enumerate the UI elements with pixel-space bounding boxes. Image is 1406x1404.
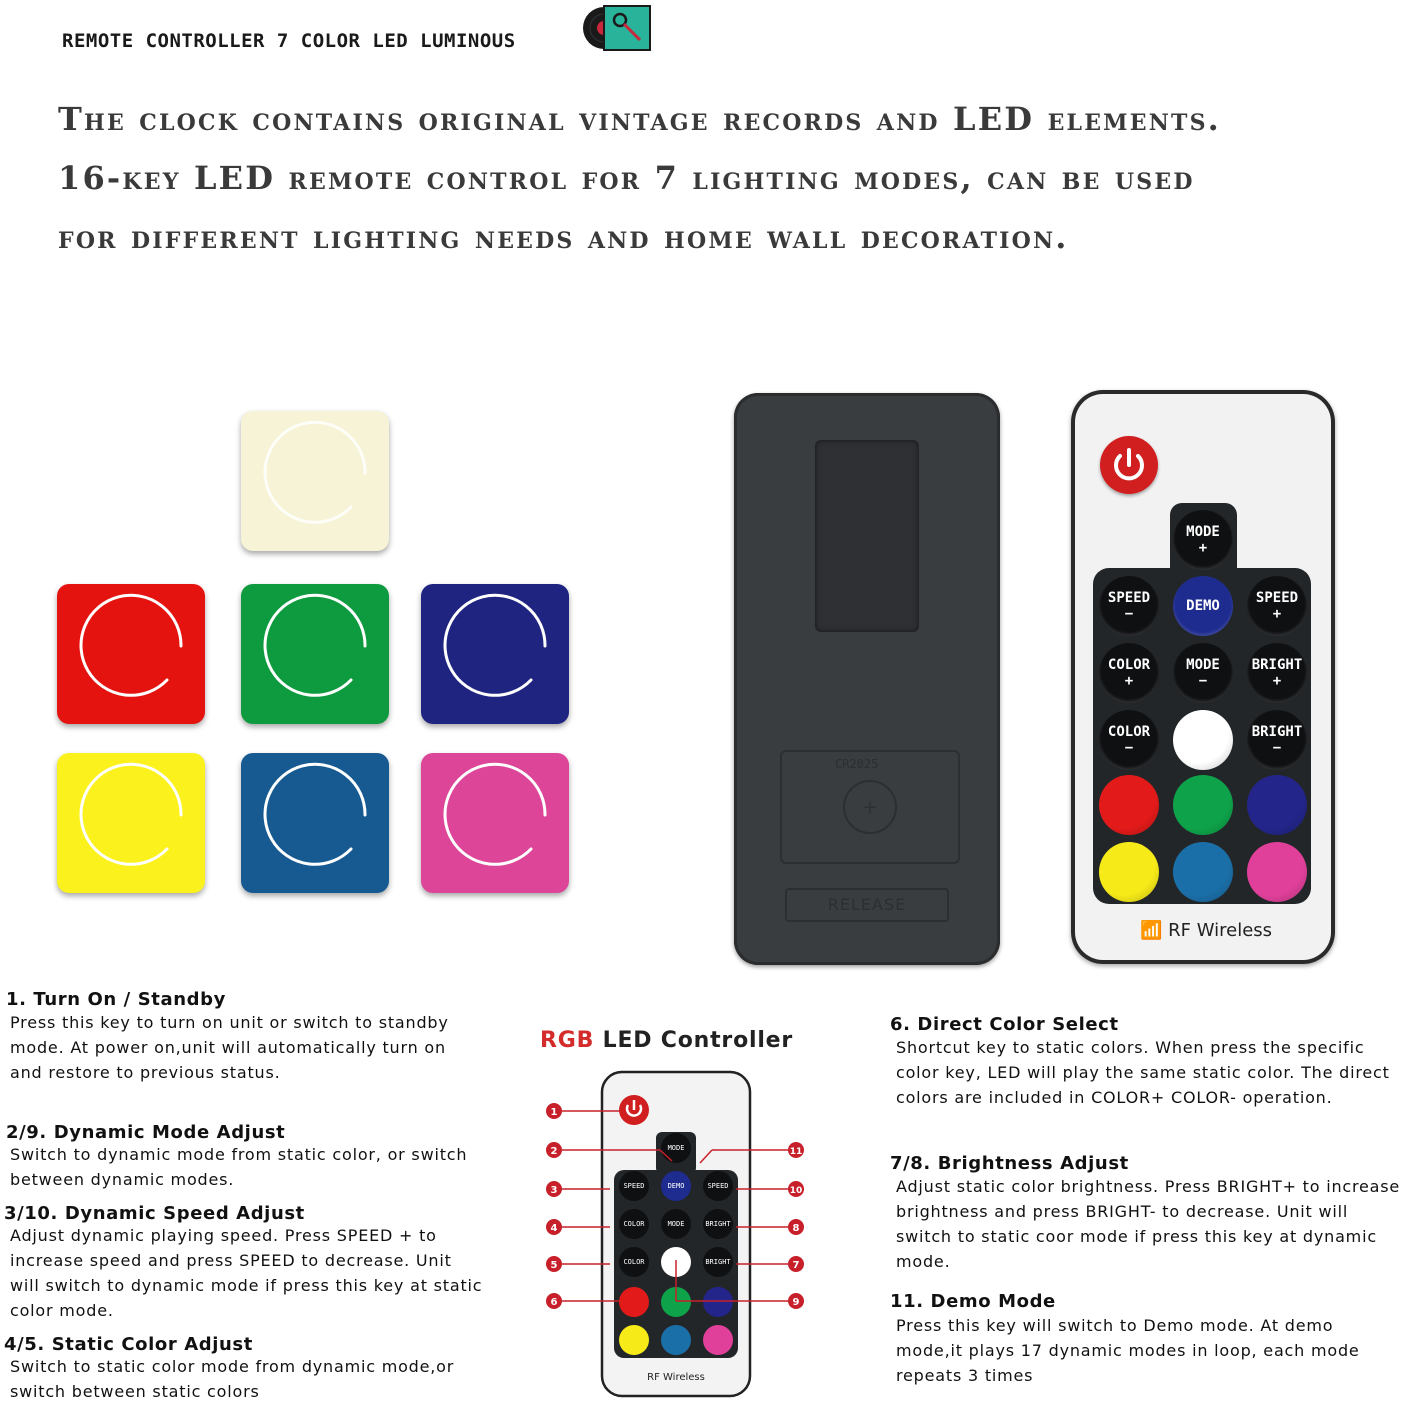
callout-number: 10 — [789, 1186, 803, 1196]
key-sign: + — [1272, 606, 1282, 622]
key-label: SPEED — [1107, 590, 1151, 606]
cyan-color-button[interactable] — [1173, 842, 1233, 902]
led-ring-icon — [241, 411, 389, 551]
section-heading: 11. Demo Mode — [890, 1291, 1056, 1312]
key-label: BRIGHT — [1251, 657, 1303, 673]
yellow-color-button[interactable] — [1099, 842, 1159, 902]
svg-text:DEMO: DEMO — [667, 1182, 685, 1190]
key-sign: − — [1124, 740, 1134, 756]
rf-text: RF Wireless — [1168, 920, 1273, 941]
diagram-callouts — [540, 1095, 820, 1315]
swatch-cyan-blue — [241, 753, 389, 893]
svg-text:+: + — [862, 797, 878, 818]
color-up-button[interactable] — [1099, 643, 1159, 703]
key-sign: + — [1198, 540, 1208, 556]
bright-down-button[interactable] — [1247, 710, 1307, 770]
key-sign: − — [1124, 606, 1134, 622]
swatch-warm-white — [241, 411, 389, 551]
callout-number: 2 — [550, 1146, 558, 1157]
key-label: COLOR — [1107, 657, 1151, 673]
speed-down-button[interactable] — [1099, 576, 1159, 636]
key-sign: + — [1124, 673, 1134, 689]
section-heading: 3/10. Dynamic Speed Adjust — [4, 1203, 305, 1224]
key-sign: − — [1272, 740, 1282, 756]
speed-up-button[interactable] — [1247, 576, 1307, 636]
section-body: Adjust dynamic playing speed. Press SPEED + to increase speed and press SPEED to decrease. Unit will switch to dynamic mode if press this key at static color mode. — [10, 1226, 483, 1320]
callout-number: 6 — [550, 1297, 558, 1308]
mode-up-button[interactable] — [1173, 510, 1233, 570]
demo-button[interactable] — [1173, 576, 1233, 636]
blue-color-button[interactable] — [1247, 775, 1307, 835]
callout-number: 5 — [550, 1260, 558, 1271]
section-heading: 7/8. Brightness Adjust — [890, 1153, 1129, 1174]
diagram-title — [540, 1028, 793, 1053]
section-body: Press this key to turn on unit or switch to standby mode. At power on,unit will automatically turn on and restore to previous status. — [10, 1013, 449, 1082]
key-label: COLOR — [1107, 724, 1151, 740]
key-label: MODE — [1186, 657, 1220, 673]
svg-text:SPEED: SPEED — [707, 1182, 729, 1190]
diagram-rf-label: RF Wireless — [647, 1372, 705, 1383]
green-color-button[interactable] — [1173, 775, 1233, 835]
section-body: Switch to static color mode from dynamic mode,or switch between static colors — [10, 1357, 455, 1401]
callout-number: 11 — [789, 1147, 803, 1157]
pink-color-button[interactable] — [1247, 842, 1307, 902]
swatch-green — [241, 584, 389, 724]
svg-text:COLOR: COLOR — [623, 1220, 645, 1228]
section-body: Adjust static color brightness. Press BRIGHT+ to increase brightness and press BRIGHT- to decrease. Unit will switch to static coor mode if press this key at dynamic mode. — [896, 1177, 1401, 1271]
rf-wireless-label — [1140, 920, 1272, 941]
svg-text:BRIGHT: BRIGHT — [705, 1220, 731, 1228]
swatch-blue — [421, 584, 569, 724]
key-label: MODE — [1186, 524, 1220, 540]
section-body: Press this key will switch to Demo mode. At demo mode,it plays 17 dynamic modes in loop, each mode repeats 3 times — [896, 1316, 1360, 1385]
key-sign: − — [1198, 673, 1208, 689]
power-icon — [1100, 436, 1158, 494]
bright-up-button[interactable] — [1247, 643, 1307, 703]
color-down-button[interactable] — [1099, 710, 1159, 770]
svg-text:SPEED: SPEED — [623, 1182, 645, 1190]
key-label: SPEED — [1255, 590, 1299, 606]
power-button[interactable] — [1100, 436, 1158, 494]
callout-number: 1 — [550, 1107, 558, 1118]
section-heading: 6. Direct Color Select — [890, 1014, 1119, 1035]
led-ring-icon — [57, 584, 205, 724]
section-body: Shortcut key to static colors. When press the specific color key, LED will play the same static color. The direct colors are included in COLOR+ COLOR- operation. — [896, 1038, 1390, 1107]
svg-text:COLOR: COLOR — [623, 1258, 645, 1266]
mode-down-button[interactable] — [1173, 643, 1233, 703]
brand-logo — [582, 4, 652, 52]
led-ring-icon — [421, 584, 569, 724]
key-label: BRIGHT — [1251, 724, 1303, 740]
remote-back-window — [815, 440, 919, 632]
wifi-icon: 📶 — [1140, 920, 1163, 941]
callout-number: 7 — [792, 1260, 800, 1271]
section-heading: 4/5. Static Color Adjust — [4, 1334, 253, 1355]
swatch-red — [57, 584, 205, 724]
swatch-yellow — [57, 753, 205, 893]
section-heading: 1. Turn On / Standby — [6, 989, 226, 1010]
callout-number: 9 — [792, 1297, 800, 1308]
key-sign: + — [1272, 673, 1282, 689]
page-header-title: REMOTE CONTROLLER 7 COLOR LED LUMINOUS — [62, 30, 516, 52]
record-microphone-icon — [582, 4, 652, 52]
led-ring-icon — [241, 584, 389, 724]
callout-number: 3 — [550, 1185, 558, 1196]
led-ring-icon — [57, 753, 205, 893]
product-description: The clock contains original vintage records and LED elements. 16-key LED remote control for 7 lighting modes, can be used for different lighting needs and home wall decoration. — [58, 100, 1222, 256]
svg-text:BRIGHT: BRIGHT — [705, 1258, 731, 1266]
callout-number: 8 — [792, 1223, 800, 1234]
white-color-button[interactable] — [1173, 710, 1233, 770]
diagram-title-rest: LED Controller — [594, 1028, 794, 1053]
callout-number: 4 — [550, 1223, 558, 1234]
section-heading: 2/9. Dynamic Mode Adjust — [6, 1122, 286, 1143]
battery-label: CR2025 — [835, 757, 879, 771]
section-body: Switch to dynamic mode from static color, or switch between dynamic modes. — [10, 1145, 468, 1189]
svg-text:MODE: MODE — [667, 1144, 685, 1152]
svg-text:MODE: MODE — [667, 1220, 685, 1228]
swatch-pink — [421, 753, 569, 893]
red-color-button[interactable] — [1099, 775, 1159, 835]
release-label: RELEASE — [785, 888, 949, 922]
rgb-word: RGB — [540, 1028, 595, 1053]
key-label: DEMO — [1186, 598, 1220, 614]
led-ring-icon — [421, 753, 569, 893]
led-ring-icon — [241, 753, 389, 893]
